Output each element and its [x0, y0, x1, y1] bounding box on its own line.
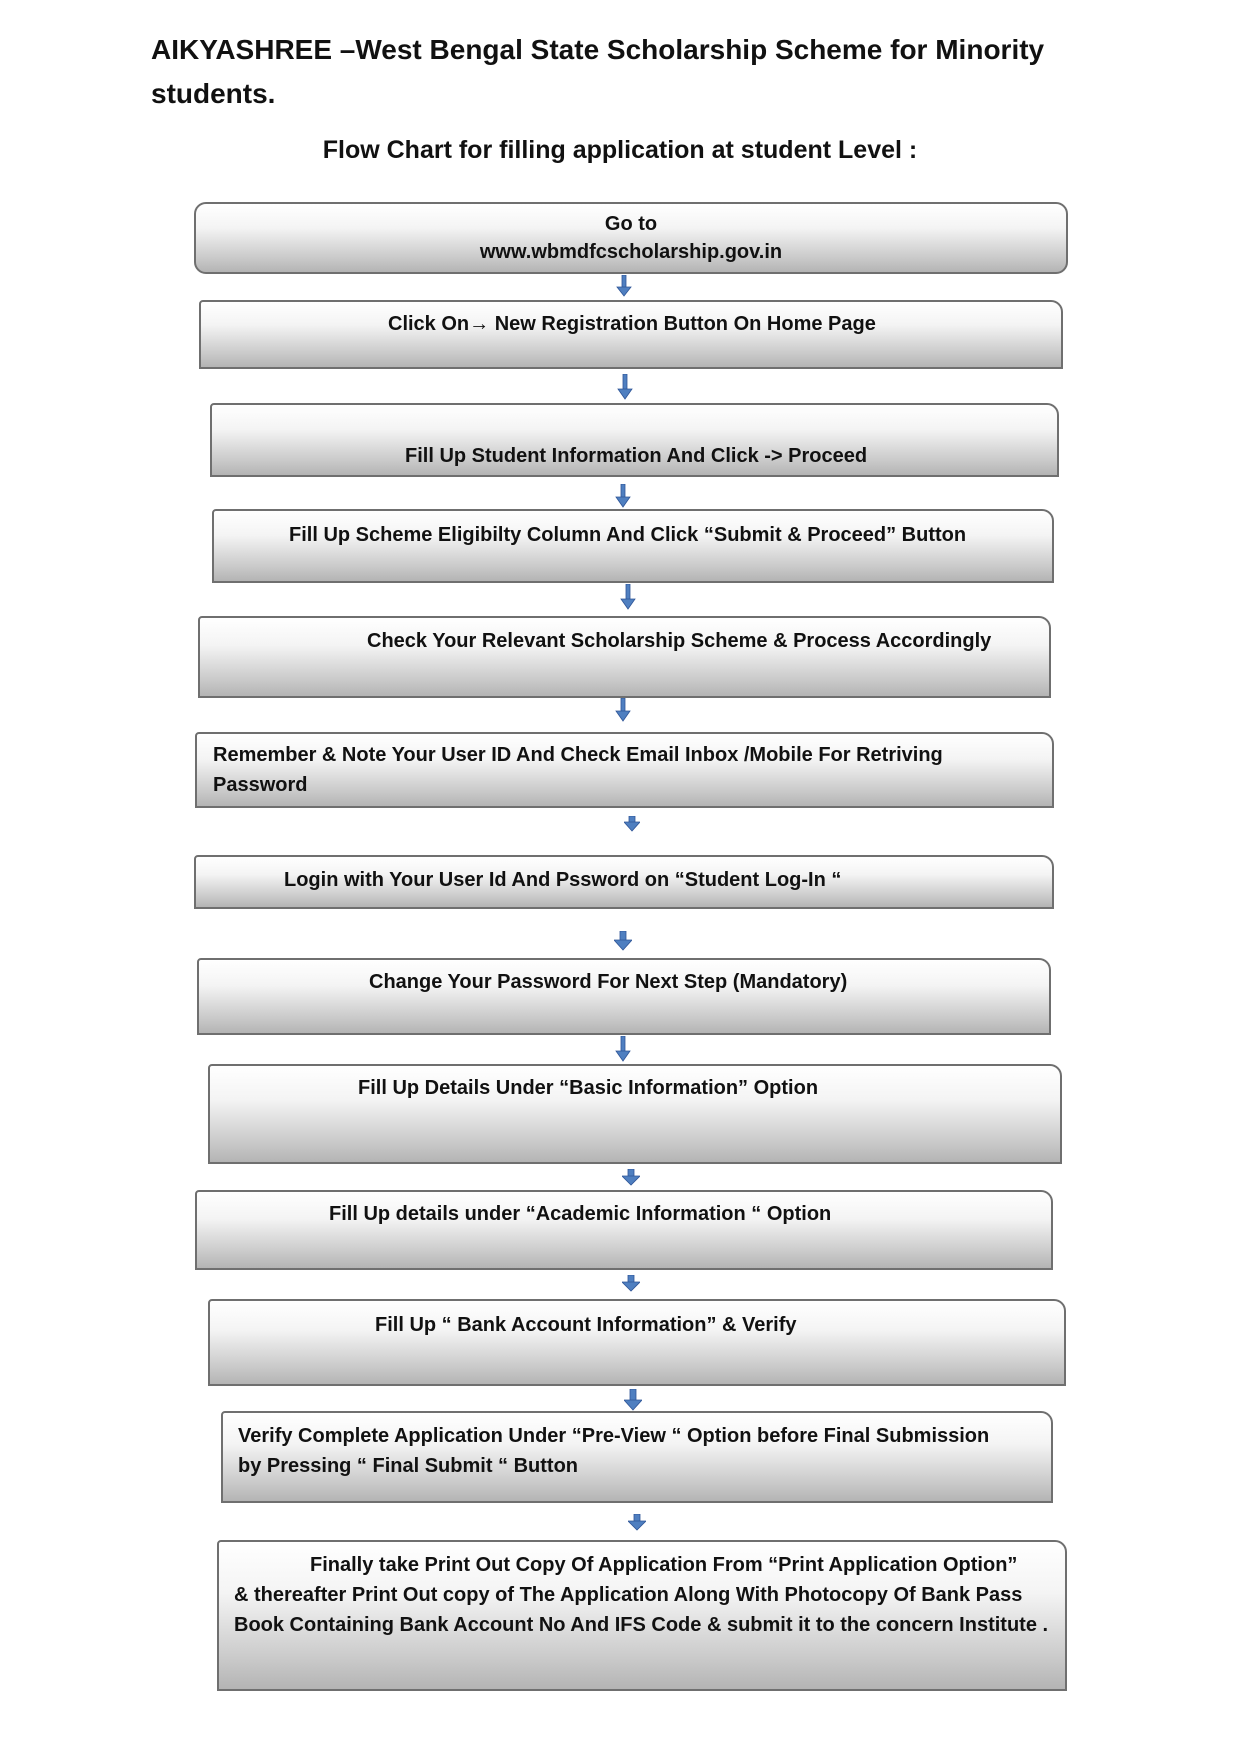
step-12-line-1: Verify Complete Application Under “Pre-View “ Option before Final Submission: [238, 1425, 990, 1447]
step-1-line-2: www.wbmdfcscholarship.gov.in: [479, 241, 783, 263]
step-12-line-2: by Pressing “ Final Submit “ Button: [238, 1455, 579, 1477]
document-title: AIKYASHREE –West Bengal State Scholarship Scheme for Minority students.: [151, 34, 1045, 109]
step-13-line-1: Finally take Print Out Copy Of Application From “Print Application Option”: [310, 1554, 1018, 1576]
step-13-line-3: Book Containing Bank Account No And IFS Code & submit it to the concern Institute .: [234, 1614, 1049, 1636]
down-arrow-icon: [628, 1514, 646, 1531]
step-8-line-1: Change Your Password For Next Step (Mandatory): [369, 971, 848, 993]
step-7-line-1: Login with Your User Id And Pssword on “Student Log-In “: [284, 869, 842, 891]
step-13-box: [217, 1540, 1067, 1691]
step-1-line-1: Go to: [604, 213, 658, 235]
down-arrow-icon: [615, 698, 631, 722]
step-5-box: [198, 616, 1051, 698]
step-6-line-1: Remember & Note Your User ID And Check Email Inbox /Mobile For Retriving: [213, 744, 943, 766]
step-2-line-1: Click On→ New Registration Button On Home Page: [388, 313, 876, 335]
down-arrow-icon: [614, 931, 632, 951]
step-11-line-1: Fill Up “ Bank Account Information” & Verify: [375, 1314, 797, 1336]
step-3-box: [210, 403, 1059, 477]
step-12-box: [221, 1411, 1053, 1503]
step-7-box: [194, 855, 1054, 909]
down-arrow-icon: [615, 484, 631, 508]
step-10-box: [195, 1190, 1053, 1270]
down-arrow-icon: [622, 1275, 640, 1292]
step-6-line-2: Password: [213, 774, 308, 796]
down-arrow-icon: [624, 1389, 642, 1411]
down-arrow-icon: [622, 1169, 640, 1186]
step-1-box: [194, 202, 1068, 274]
step-9-line-1: Fill Up Details Under “Basic Information” Option: [358, 1077, 819, 1099]
step-9-box: [208, 1064, 1062, 1164]
down-arrow-icon: [615, 1036, 631, 1062]
down-arrow-icon: [624, 816, 640, 832]
step-11-box: [208, 1299, 1066, 1386]
flowchart-subtitle: Flow Chart for filling application at student Level :: [322, 136, 918, 164]
step-5-line-1: Check Your Relevant Scholarship Scheme & Process Accordingly: [367, 630, 992, 652]
down-arrow-icon: [616, 275, 632, 297]
down-arrow-icon: [620, 584, 636, 610]
step-10-line-1: Fill Up details under “Academic Information “ Option: [329, 1203, 832, 1225]
step-4-line-1: Fill Up Scheme Eligibilty Column And Click “Submit & Proceed” Button: [289, 524, 967, 546]
step-3-line-1: Fill Up Student Information And Click -> Proceed: [405, 445, 868, 467]
step-8-box: [197, 958, 1051, 1035]
step-6-box: [195, 732, 1054, 808]
step-13-line-2: & thereafter Print Out copy of The Application Along With Photocopy Of Bank Pass: [234, 1584, 1023, 1606]
down-arrow-icon: [617, 374, 633, 400]
step-2-box: [199, 300, 1063, 369]
step-4-box: [212, 509, 1054, 583]
